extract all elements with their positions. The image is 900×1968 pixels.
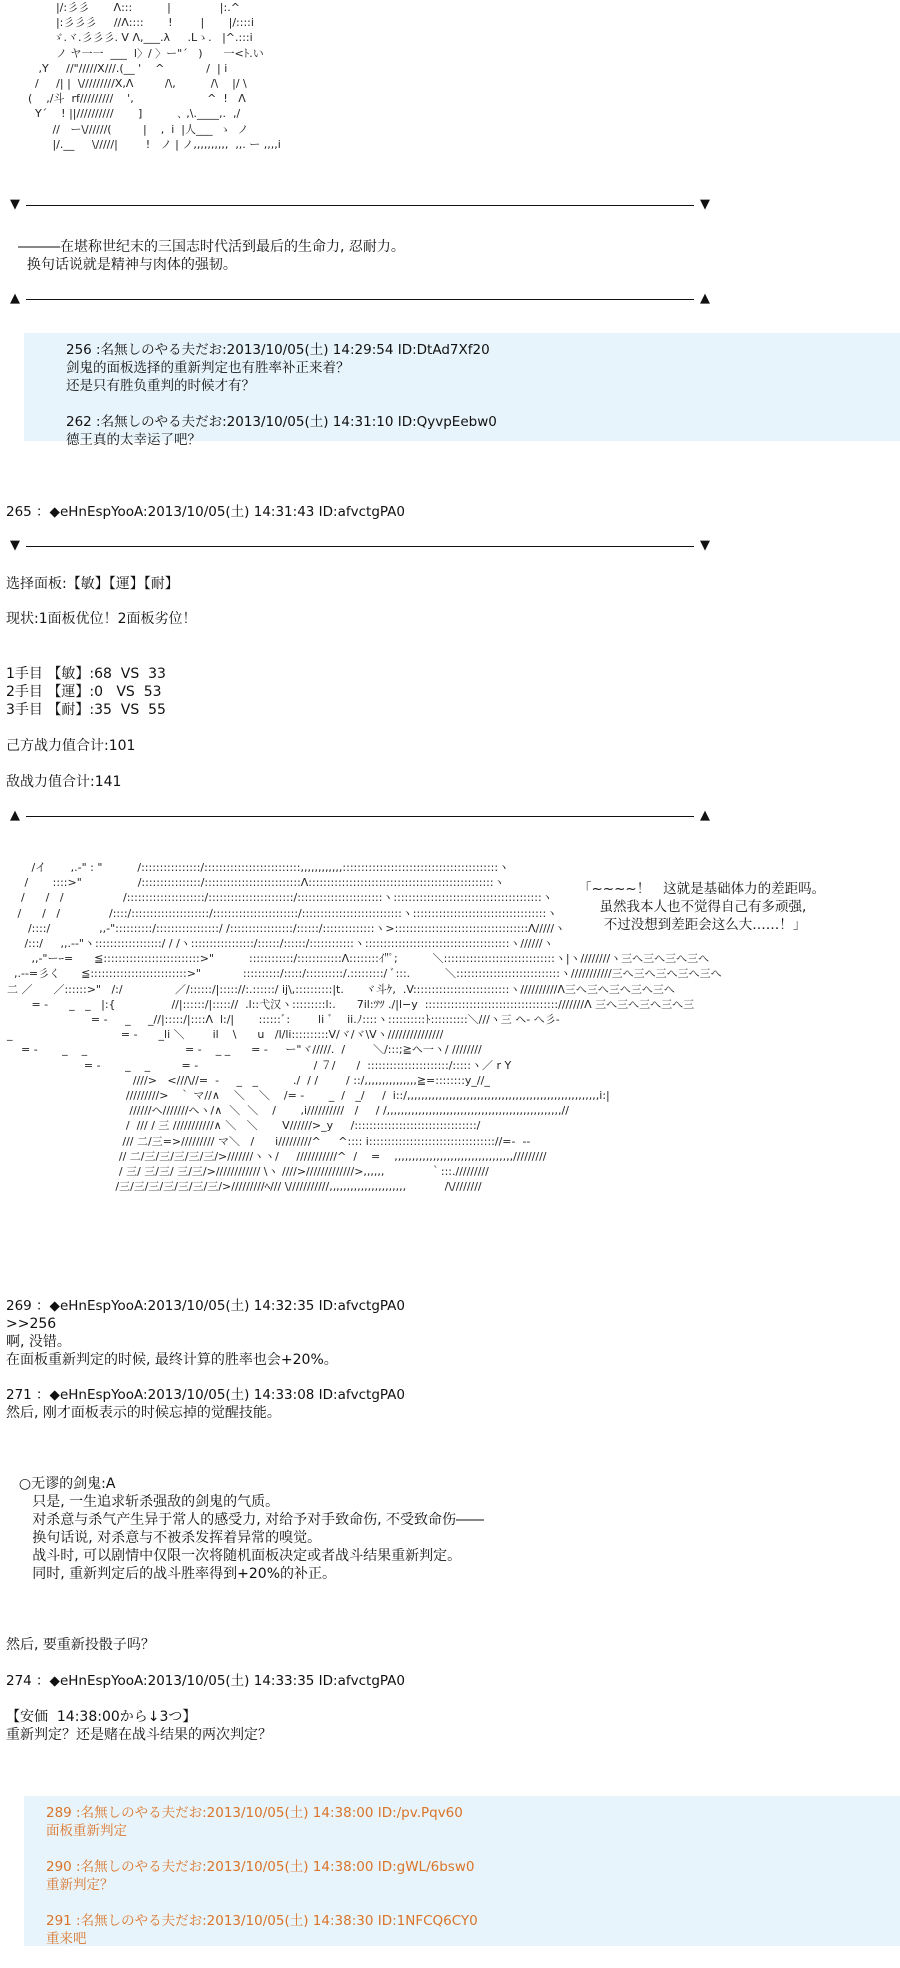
ascii-art-line: _ = - _li ＼ il \ u /l/li::::::::::V/ヾ/ヾ\Vヽ/////////////// bbox=[0, 1028, 444, 1042]
ascii-art-line: /////////> ｀ マ//∧ ＼ ＼ /= - _ / _/ / i::/,,,,,,,,,,,,,,,,,,,,,,,,,,,,,,,,,,,,,,,,,,,,,,,,,,,,,,,i:| bbox=[0, 1089, 610, 1103]
post-text: 然后, 要重新投骰子吗？ bbox=[6, 1637, 155, 1653]
divider-line bbox=[26, 546, 694, 547]
post-text: 啊, 没错。 bbox=[6, 1334, 71, 1350]
round-result: 2手目 【運】:0 VS 53 bbox=[6, 684, 162, 700]
ascii-art-line: / / / /::::/:::::::::::::::::::::/:::::::::::::::::::::::/:::::::::::::::::::::::::::ヽ::::::::::::::::::::::::::::::::::::ヽ bbox=[0, 906, 558, 920]
ascii-art-line: / / / /:::::::::::::::::::::/:::::::::::::::::::::::/:::::::::::::::::::::::ヽ::::::::::::::::::::::::::::::::::::::::ヽ bbox=[0, 891, 553, 905]
skill-line: 同时, 重新判定后的战斗胜率得到+20%的补正。 bbox=[10, 1566, 336, 1582]
triangle-down-icon: ▼ bbox=[700, 538, 710, 553]
ascii-art-line: / 三/ 三/三/ 三/三/>//////////// \ヽ ////>/////////////>,,,,,, ｀:::.///////// bbox=[0, 1165, 489, 1179]
ascii-art-line: /イ ,.-" : " /::::::::::::::::/::::::::::::::::::::::::::,,,,,,,,,,,,::::::::::::::::::::::::::::::::::::::::::ヽ bbox=[0, 861, 510, 874]
reply-header: 256 :名無しのやる夫だお:2013/10/05(土) 14:29:54 ID:DtAd7Xf20 bbox=[66, 342, 490, 358]
reply-text: 重来吧 bbox=[46, 1931, 87, 1947]
ascii-art-line: = - _ _ = - / ７/ / ::::::::::::::::::::::/:::::ヽ／ r Y bbox=[0, 1058, 512, 1072]
anka-text: 【安価 14:38:00から↓3つ】 bbox=[6, 1709, 197, 1725]
ascii-art-line: 二 ／ ／::::::>" /:/ ／/::::::/|::::://:.::::::/ ij\,::::::::::|t. ヾ斗ｹ, .V::::::::::::::::::::::::::ヽ//////////Λ三へ三へ三へ三へ三へ bbox=[0, 982, 675, 996]
ascii-art-line: / /| | \/////////X,Λ /\, /\ |/ \ bbox=[0, 77, 247, 91]
reply-header: 291 :名無しのやる夫だお:2013/10/05(土) 14:38:30 ID:1NFCQ6CY0 bbox=[46, 1913, 478, 1929]
ascii-art-line: = - _ _ |:{ //|::::::/|:::::// .l::弋汉ヽ:::::::::l:. 7il:ﾂﾂ ./|l−y ::::::::::::::::::::::::::::::::::::///////Λ 三へ三へ三へ三へ三 bbox=[0, 997, 695, 1011]
post-header: 271 ：◆eHnEspYooA:2013/10/05(土) 14:33:08 ID:afvctgPA0 bbox=[6, 1387, 405, 1403]
own-total: 己方战力值合计:101 bbox=[6, 738, 136, 754]
panel-selection: 选择面板:【敏】【運】【耐】 bbox=[6, 576, 179, 592]
speech-bubble bbox=[578, 880, 825, 934]
post-text: 在面板重新判定的时候, 最终计算的胜率也会+20%。 bbox=[6, 1352, 338, 1368]
divider-down bbox=[10, 538, 710, 554]
post-269 bbox=[6, 1297, 405, 1369]
speech-line: 不过没想到差距会这么大……！」 bbox=[578, 917, 807, 933]
ascii-art-line: Y´ ! ||////////// ] ､ ,\.____,. ,/ bbox=[0, 107, 241, 121]
ascii-art-line: |/.__ \/////| ! ノ | ノ,,,,,,,,,, ,,. ー ,,,,i bbox=[0, 137, 281, 151]
triangle-up-icon: ▲ bbox=[10, 808, 20, 823]
ascii-art-line: //////ヘ///////ヘヽ/∧ ＼ ＼ / ,i////////// / / /,,,,,,,,,,,,,,,,,,,,,,,,,,,,,,,,,,,,,,,,,,,,,,,,,,// bbox=[0, 1104, 569, 1118]
current-situation: 现状:1面板优位！2面板劣位！ bbox=[6, 611, 197, 627]
ascii-art-line: / /// / 三 ///////////∧ ＼ ＼ V//////>_y /:::::::::::::::::::::::::::::::::/ bbox=[0, 1119, 481, 1133]
divider-up bbox=[10, 291, 710, 307]
quoted-replies bbox=[24, 1796, 900, 1946]
triangle-down-icon: ▼ bbox=[10, 538, 20, 553]
skill-title: ○无谬的剑鬼:A bbox=[10, 1476, 116, 1492]
reply-header: 262 :名無しのやる夫だお:2013/10/05(土) 14:31:10 ID:QyvpEebw0 bbox=[66, 414, 497, 430]
post-header: 269 ：◆eHnEspYooA:2013/10/05(土) 14:32:35 ID:afvctgPA0 bbox=[6, 1298, 405, 1314]
reply-text: 面板重新判定 bbox=[46, 1823, 127, 1839]
skill-line: 只是, 一生追求斩杀强敌的剑鬼的气质。 bbox=[10, 1494, 280, 1510]
speech-line: 「~~~~！ 这就是基础体力的差距吗。 bbox=[578, 881, 826, 897]
divider-line bbox=[26, 299, 694, 300]
ascii-art-top bbox=[0, 0, 900, 192]
divider-line bbox=[26, 816, 694, 817]
ascii-art-line: // ー\//////( | , i |人___ ゝ ノ bbox=[0, 122, 249, 136]
reply-header: 289 :名無しのやる夫だお:2013/10/05(土) 14:38:00 ID:/pv.Pqv60 bbox=[46, 1805, 463, 1821]
post-header: 274 ：◆eHnEspYooA:2013/10/05(土) 14:33:35 ID:afvctgPA0 bbox=[6, 1673, 405, 1689]
ascii-art-line: |:彡彡彡 //Λ:::: ! | |/::::i bbox=[0, 16, 254, 30]
anka-request bbox=[6, 1708, 272, 1744]
reply-text: 重新判定？ bbox=[46, 1877, 114, 1893]
triangle-up-icon: ▲ bbox=[700, 808, 710, 823]
narration-line: ―――在堪称世纪末的三国志时代活到最后的生命力, 忍耐力。 bbox=[18, 239, 405, 255]
reply-text: 德王真的太幸运了吧？ bbox=[66, 432, 201, 448]
ascii-art-line: /三/三/三/三/三/三/三/>/////////ﾍ/// \///////////,,,,,,,,,,,,,,,,,,,,,, /\//////// bbox=[0, 1180, 482, 1194]
ascii-art-line: /:::/ ,,.--"ヽ::::::::::::::::::/ / /ヽ:::::::::::::::::/::::::/::::::/::::::::::::ヽ:::::::::::::::::::::::::::::::::::::::ヽ//////ヽ bbox=[0, 937, 554, 951]
ascii-art-line: ゞ.ヾ.彡彡彡. V Λ,___.λ .Lゝ. |^.:::i bbox=[0, 31, 253, 45]
skill-line: 战斗时, 可以剧情中仅限一次将随机面板决定或者战斗结果重新判定。 bbox=[10, 1548, 462, 1564]
post-274 bbox=[6, 1672, 405, 1690]
reply-text: 剑鬼的面板选择的重新判定也有胜率补正来着？ bbox=[66, 360, 350, 376]
speech-line: 虽然我本人也不觉得自己有多顽强, bbox=[578, 899, 807, 915]
ascii-art-line: |/:彡彡 Λ::: | |:.^ bbox=[0, 1, 240, 14]
post-header: 265 ：◆eHnEspYooA:2013/10/05(土) 14:31:43 ID:afvctgPA0 bbox=[6, 504, 405, 520]
ascii-art-line: ノ ヤ一一 ___ l〉/ 〉ー"´ ) 一<ﾄ.い bbox=[0, 46, 264, 60]
ascii-art-line: ,,-"ーｰ= ≦::::::::::::::::::::::::::>" ::::::::::::/::::::::::::Λ::::::::ｲ"ﾟ; ＼::::::::::::::::::::::::::::::ヽ|ヽ////////ヽ三へ三へ三へ三へ bbox=[0, 952, 710, 966]
skill-line: 换句话说, 对杀意与不被杀发挥着异常的嗅觉。 bbox=[10, 1530, 322, 1546]
triangle-down-icon: ▼ bbox=[10, 197, 20, 212]
narration-line: 换句话说就是精神与肉体的强韧。 bbox=[18, 257, 237, 273]
post-text: 然后, 刚才面板表示的时候忘掉的觉醒技能。 bbox=[6, 1405, 281, 1421]
ascii-art-line: = - _ _//|:::::/|::::Λ l:/| ::::::ﾞ: li ﾞ ii.ﾉ::::ヽ::::::::::ﾄ::::::::::＼///ヽ三 ヘ- へ彡- bbox=[0, 1013, 560, 1027]
quoted-replies bbox=[24, 333, 900, 448]
ascii-art-line: /// 二/三=>///////// マ＼ / i/////////^ ^:::: i:::::::::::::::::::::::::::::::::://=- -- bbox=[0, 1134, 531, 1148]
divider-line bbox=[26, 205, 694, 206]
ascii-art-line: ( ,/斗 rf///////// ', ^ ! Λ bbox=[0, 92, 246, 106]
ascii-art-line: ////> <///\//= - _ _ ./ / / / ::/,,,,,,,,,,,,,,,≧=::::::::y_//_ bbox=[0, 1073, 490, 1087]
triangle-down-icon: ▼ bbox=[700, 197, 710, 212]
reply-text: 还是只有胜负重判的时候才有？ bbox=[66, 378, 255, 394]
ascii-art-line: ,Y //"/////X///.(__ ' ^ / | i bbox=[0, 61, 228, 75]
post-text: 重新判定？还是赌在战斗结果的两次判定？ bbox=[6, 1727, 272, 1743]
post-271 bbox=[6, 1386, 405, 1422]
enemy-total: 敌战力值合计:141 bbox=[6, 774, 122, 790]
triangle-up-icon: ▲ bbox=[700, 291, 710, 306]
skill-line: 对杀意与杀气产生异于常人的感受力, 对给予对手致命伤, 不受致命伤―― bbox=[10, 1512, 485, 1528]
triangle-up-icon: ▲ bbox=[10, 291, 20, 306]
round-result: 3手目 【耐】:35 VS 55 bbox=[6, 702, 166, 718]
divider-down bbox=[10, 197, 710, 213]
ascii-art-line: /::::/ ,,-"::::::::::/:::::::::::::::::/ /:::::::::::::::::/::::::/::::::::::::::ヽ>::::::::::::::::::::::::::::::::::::Λ/////ヽ bbox=[0, 921, 566, 935]
skill-description bbox=[10, 1475, 484, 1583]
round-result: 1手目 【敏】:68 VS 33 bbox=[6, 666, 166, 682]
ascii-art-line: ,.--=彡く ≦::::::::::::::::::::::::::>" ::::::::::/:::::/::::::::::/.:::::::::/ ﾞ:::. ＼::::::::::::::::::::::::::::ヽ///////////三へ三へ三へ三へ三へ bbox=[0, 967, 722, 981]
ascii-art-line: // 二/三/三/三/三/三/>///////ヽヽ/ ///////////^ / = ,,,,,,,,,,,,,,,,,,,,,,,,,,,,,,,,,,///////// bbox=[0, 1149, 547, 1163]
ascii-art-line: / ::::>" /::::::::::::::::/::::::::::::::::::::::::::Λ::::::::::::::::::::::::::::::::::::::::::::::::::ヽ bbox=[0, 876, 505, 890]
divider-up bbox=[10, 808, 710, 824]
ascii-art-line: = - _ _ = - _ _ = - ー"ヾ/////. / ＼/:::;≧ヘ一ヽ/ //////// bbox=[0, 1043, 482, 1057]
reply-anchor-link[interactable]: >>256 bbox=[6, 1316, 57, 1332]
reply-header: 290 :名無しのやる夫だお:2013/10/05(土) 14:38:00 ID:gWL/6bsw0 bbox=[46, 1859, 475, 1875]
